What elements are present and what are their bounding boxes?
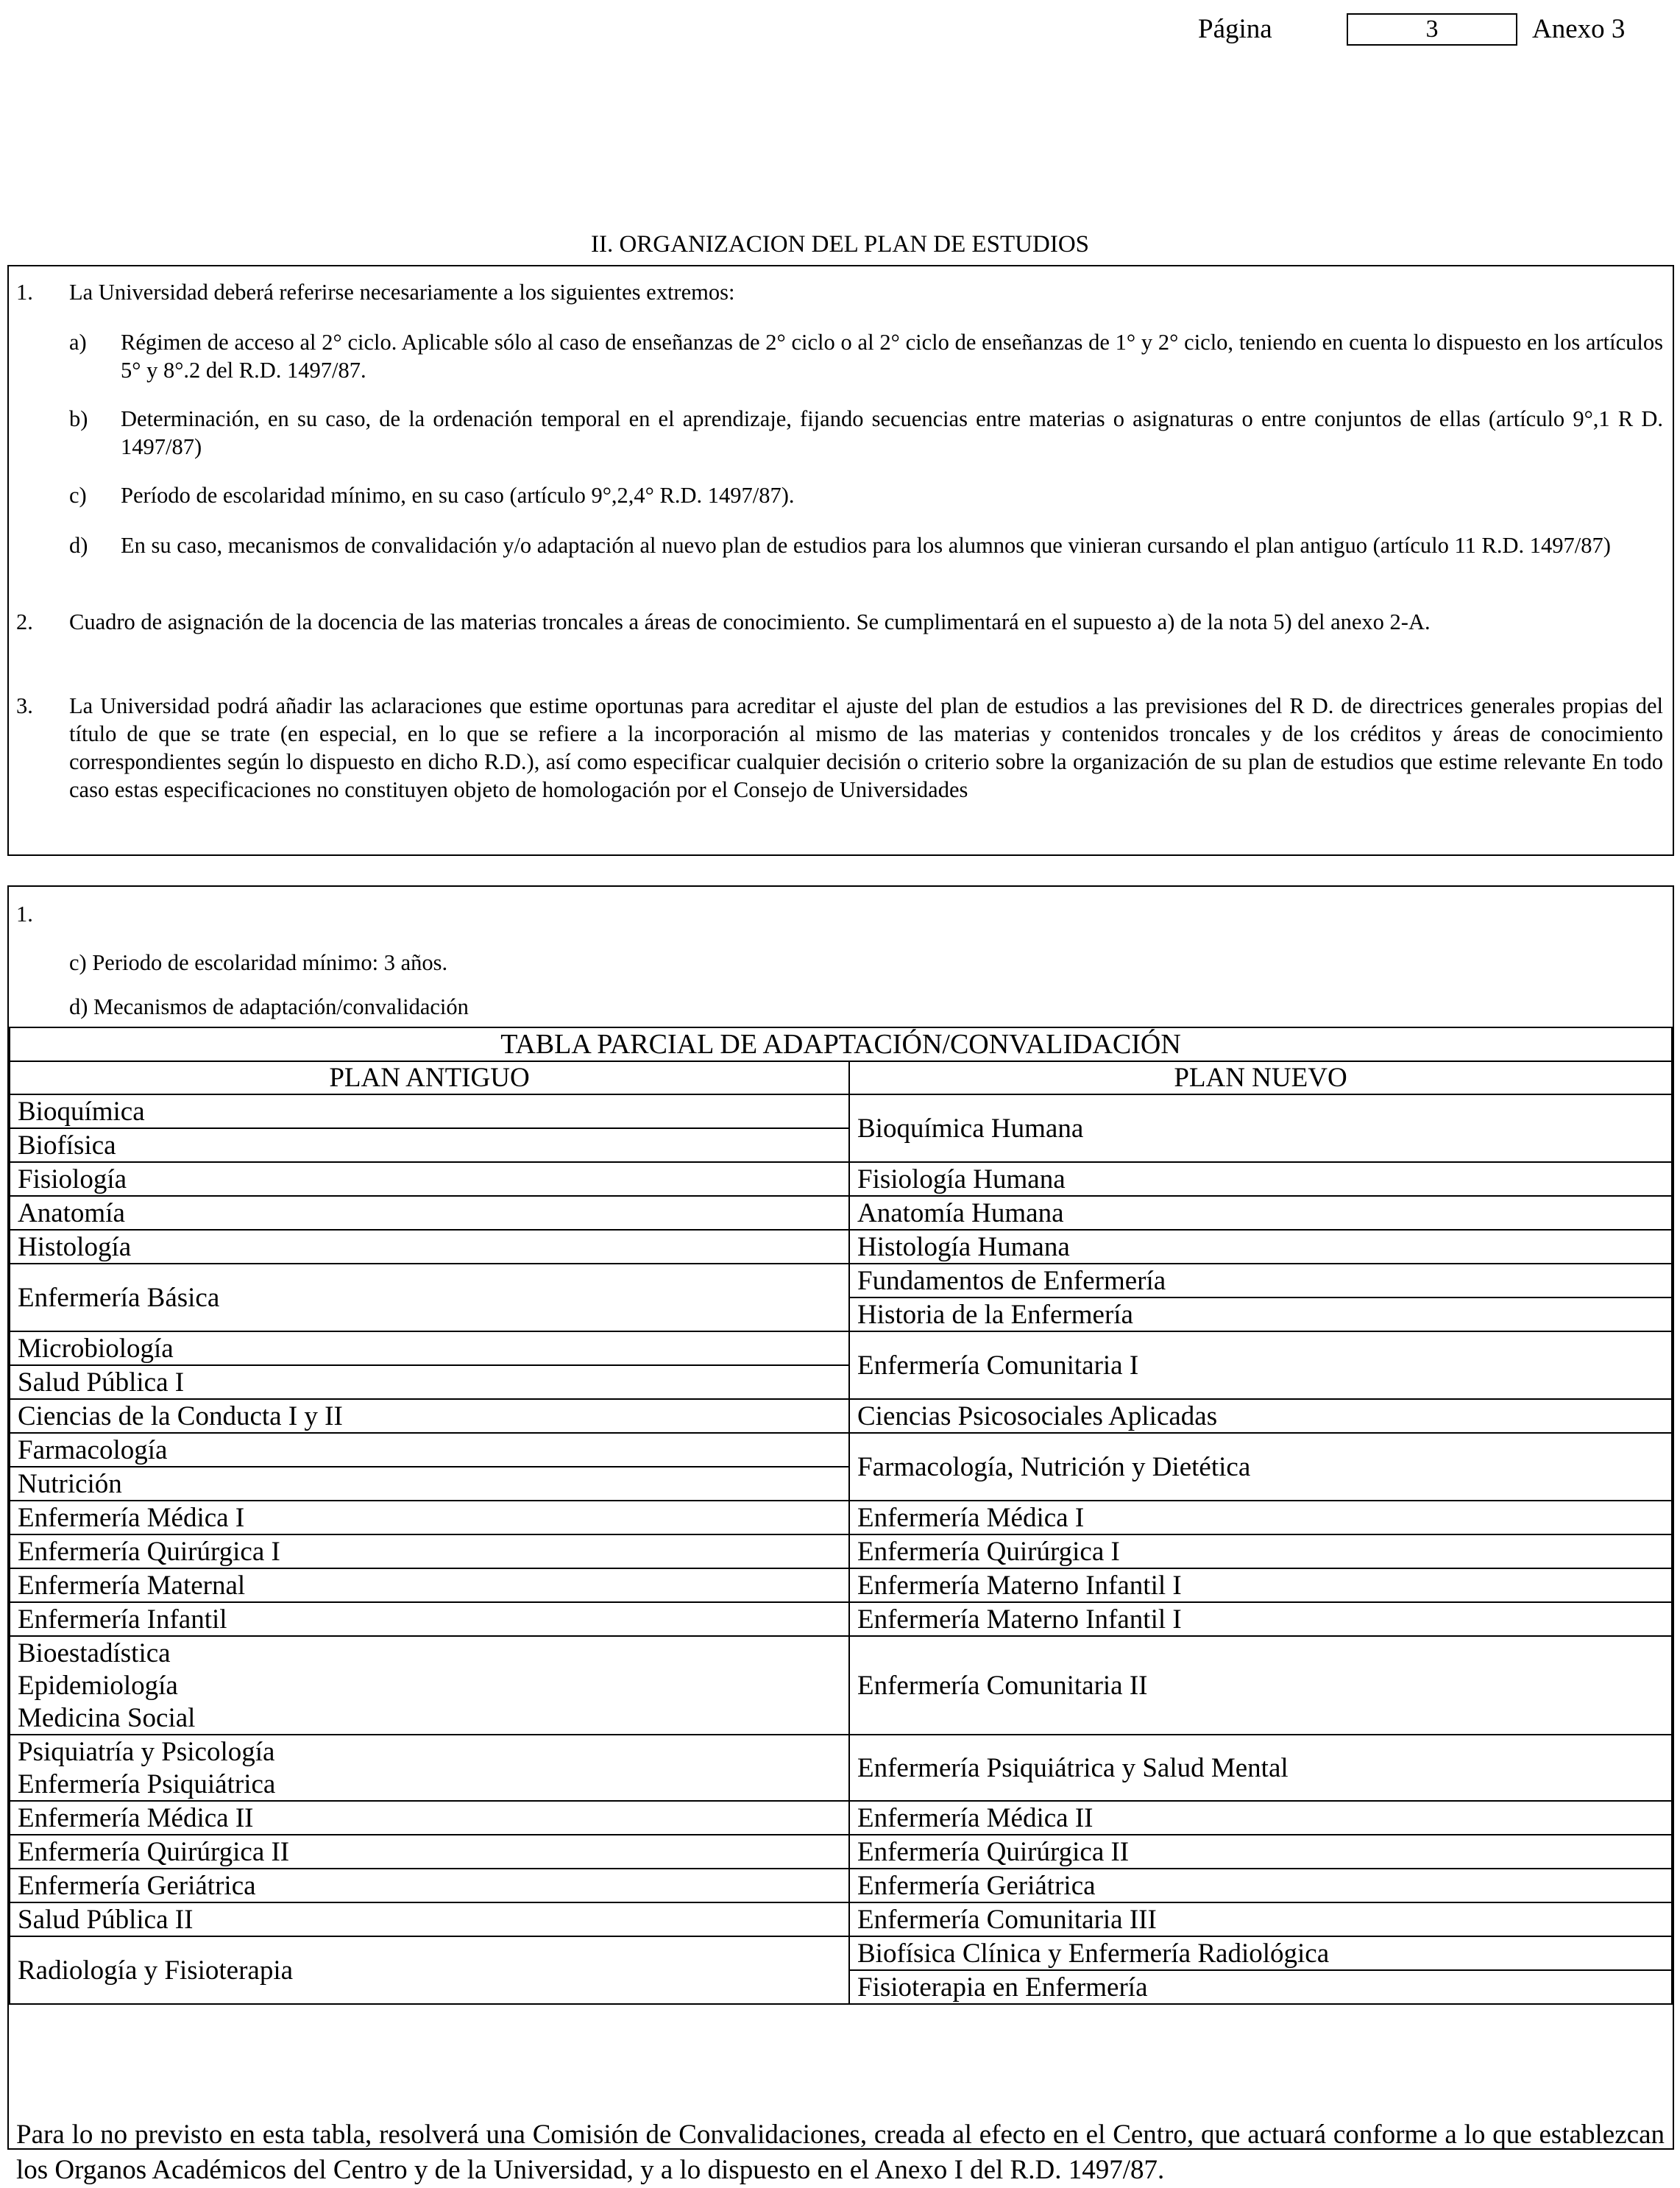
old-subject: Biofísica — [10, 1128, 849, 1162]
old-subject: Psiquiatría y Psicología — [10, 1735, 849, 1768]
old-subject: Enfermería Médica I — [10, 1501, 849, 1534]
item-c-text: Período de escolaridad mínimo, en su caso (artículo 9°,2,4° R.D. 1497/87). — [121, 483, 795, 508]
content-num: 1. — [16, 902, 33, 927]
old-subject: Epidemiología — [10, 1669, 849, 1702]
pagina-label: Página — [1198, 14, 1272, 44]
old-subject: Medicina Social — [10, 1702, 849, 1735]
content-c-line: c) Periodo de escolaridad mínimo: 3 años. — [69, 950, 448, 975]
new-subject: Anatomía Humana — [849, 1196, 1672, 1230]
old-subject: Enfermería Básica — [10, 1264, 849, 1331]
content-d-line: d) Mecanismos de adaptación/convalidación — [69, 994, 469, 1019]
item-d-num: d) — [69, 533, 88, 558]
page-number-box: 3 — [1347, 13, 1517, 46]
new-subject: Ciencias Psicosociales Aplicadas — [849, 1399, 1672, 1433]
old-subject: Enfermería Quirúrgica II — [10, 1835, 849, 1869]
new-subject: Fisioterapia en Enfermería — [849, 1970, 1672, 2004]
item-d-text: En su caso, mecanismos de convalidación y/o adaptación al nuevo plan de estudios para los alumnos que vinieran cursando el plan antiguo (artículo 11 R.D. 1497/87) — [121, 533, 1611, 558]
new-subject: Enfermería Materno Infantil I — [849, 1602, 1672, 1636]
new-subject: Enfermería Quirúrgica I — [849, 1534, 1672, 1568]
item-b-text: Determinación, en su caso, de la ordenación temporal en el aprendizaje, fijando secuencias entre materias o asignaturas o entre conjuntos de ellas (artículo 9°,1 R D. 1497/87) — [121, 406, 1663, 459]
item-a-num: a) — [69, 330, 87, 355]
table-title: TABLA PARCIAL DE ADAPTACIÓN/CONVALIDACIÓN — [10, 1027, 1672, 1061]
item1-text: La Universidad deberá referirse necesariamente a los siguientes extremos: — [69, 280, 735, 305]
old-subject: Nutrición — [10, 1467, 849, 1501]
old-subject: Microbiología — [10, 1331, 849, 1365]
item3-num: 3. — [16, 693, 33, 718]
old-subject: Enfermería Geriátrica — [10, 1869, 849, 1902]
new-subject: Farmacología, Nutrición y Dietética — [849, 1433, 1672, 1501]
new-subject: Enfermería Comunitaria III — [849, 1902, 1672, 1936]
old-subject: Enfermería Infantil — [10, 1602, 849, 1636]
new-subject: Enfermería Materno Infantil I — [849, 1568, 1672, 1602]
new-subject: Enfermería Médica I — [849, 1501, 1672, 1534]
new-subject: Enfermería Quirúrgica II — [849, 1835, 1672, 1869]
old-subject: Enfermería Médica II — [10, 1801, 849, 1835]
old-subject: Fisiología — [10, 1162, 849, 1196]
new-subject: Historia de la Enfermería — [849, 1297, 1672, 1331]
old-subject: Enfermería Maternal — [10, 1568, 849, 1602]
old-subject: Histología — [10, 1230, 849, 1264]
old-subject: Bioquímica — [10, 1094, 849, 1128]
col-header-new: PLAN NUEVO — [849, 1061, 1672, 1094]
new-subject: Enfermería Comunitaria I — [849, 1331, 1672, 1399]
old-subject: Salud Pública I — [10, 1365, 849, 1399]
new-subject: Bioquímica Humana — [849, 1094, 1672, 1162]
col-header-old: PLAN ANTIGUO — [10, 1061, 849, 1094]
new-subject: Enfermería Psiquiátrica y Salud Mental — [849, 1735, 1672, 1801]
new-subject: Fisiología Humana — [849, 1162, 1672, 1196]
item-c-num: c) — [69, 483, 87, 508]
old-subject: Enfermería Psiquiátrica — [10, 1768, 849, 1801]
old-subject: Farmacología — [10, 1433, 849, 1467]
section-title: II. ORGANIZACION DEL PLAN DE ESTUDIOS — [590, 231, 1090, 258]
item3-text: La Universidad podrá añadir las aclaraciones que estime oportunas para acreditar el ajuste del plan de estudios a las previsiones del R D. de directrices generales propias del título de que se trate (en especial, en lo que se refiere a la incorporación al mismo de las materias y contenidos troncales y de los créditos y áreas de conocimiento correspondientes según lo dispuesto en dicho R.D.), así como especificar cualquier decisión o criterio sobre la organización de su plan de estudios que estime relevante En todo caso estas especificaciones no constituyen objeto de homologación por el Consejo de Universidades — [69, 693, 1663, 802]
new-subject: Histología Humana — [849, 1230, 1672, 1264]
item1-num: 1. — [16, 280, 33, 305]
old-subject: Bioestadística — [10, 1636, 849, 1669]
new-subject: Enfermería Comunitaria II — [849, 1636, 1672, 1735]
item-a-text: Régimen de acceso al 2° ciclo. Aplicable sólo al caso de enseñanzas de 2° ciclo o al 2° ciclo de enseñanzas de 1° y 2° ciclo, teniendo en cuenta lo dispuesto en los artículos 5° y 8°.2 del R.D. 1497/87. — [121, 330, 1663, 383]
item2-text: Cuadro de asignación de la docencia de las materias troncales a áreas de conocimiento. Se cumplimentará en el supuesto a) de la nota 5) del anexo 2-A. — [69, 609, 1431, 634]
conversion-table — [9, 1027, 1673, 2005]
new-subject: Enfermería Geriátrica — [849, 1869, 1672, 1902]
instructions-box — [7, 265, 1674, 856]
page-header — [0, 7, 1680, 52]
new-subject: Fundamentos de Enfermería — [849, 1264, 1672, 1297]
old-subject: Enfermería Quirúrgica I — [10, 1534, 849, 1568]
footer-note: Para lo no previsto en esta tabla, resolverá una Comisión de Convalidaciones, creada al efecto en el Centro, que actuará conforme a lo que establezcan los Organos Académicos del Centro y de la Universidad, y a lo dispuesto en el Anexo I del R.D. 1497/87. — [16, 2120, 1665, 2185]
old-subject: Salud Pública II — [10, 1902, 849, 1936]
old-subject: Ciencias de la Conducta I y II — [10, 1399, 849, 1433]
old-subject: Anatomía — [10, 1196, 849, 1230]
anexo-label: Anexo 3 — [1532, 14, 1626, 44]
item2-num: 2. — [16, 609, 33, 634]
old-subject: Radiología y Fisioterapia — [10, 1936, 849, 2004]
content-box — [7, 885, 1674, 2185]
new-subject: Biofísica Clínica y Enfermería Radiológica — [849, 1936, 1672, 1970]
item-b-num: b) — [69, 406, 88, 431]
new-subject: Enfermería Médica II — [849, 1801, 1672, 1835]
